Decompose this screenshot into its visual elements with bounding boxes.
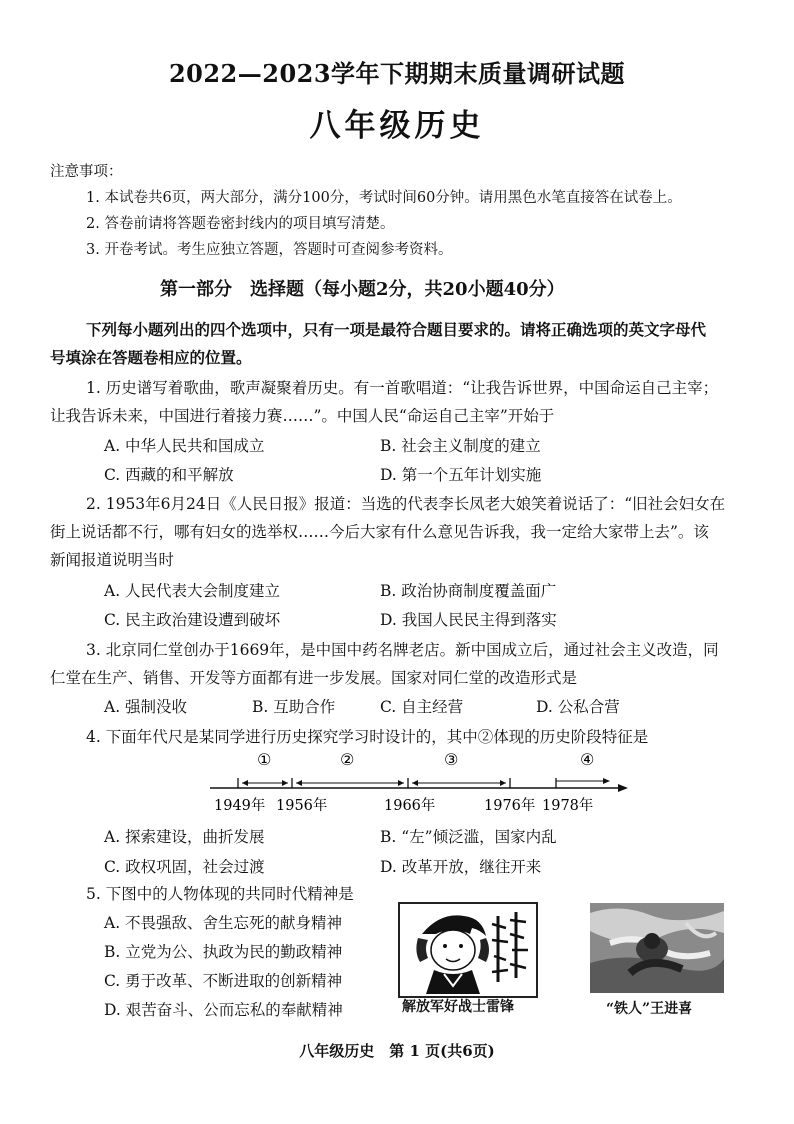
q4-option-c[interactable]: C. 政权巩固，社会过渡 [104, 858, 265, 876]
q1-option-b[interactable]: B. 社会主义制度的建立 [380, 437, 541, 455]
q4-option-b[interactable]: B. “左”倾泛滥，国家内乱 [380, 828, 557, 846]
q4-option-a[interactable]: A. 探索建设，曲折发展 [104, 828, 265, 846]
timeline-year: 1966年 [384, 798, 436, 814]
lei-feng-caption: 解放军好战士雷锋 [402, 999, 514, 1015]
question-2-text: 街上说话都不行，哪有妇女的选举权……今后大家有什么意见告诉我，我一定给大家带上去”。该 [50, 523, 709, 541]
notice-item: 3. 开卷考试。考生应独立答题，答题时可查阅参考资料。 [86, 242, 453, 258]
question-1-text: 让我告诉未来，中国进行着接力赛……”。中国人民“命运自己主宰”开始于 [50, 407, 555, 425]
q2-option-a[interactable]: A. 人民代表大会制度建立 [104, 582, 281, 600]
page-footer: 八年级历史 第 1 页(共6页) [299, 1042, 495, 1060]
timeline-year: 1978年 [542, 798, 594, 814]
lei-feng-portrait-image [398, 902, 538, 998]
section-intro: 号填涂在答题卷相应的位置。 [50, 348, 252, 367]
q3-option-d[interactable]: D. 公私合营 [536, 698, 620, 716]
timeline-axis-arrow [618, 784, 628, 792]
q3-option-c[interactable]: C. 自主经营 [380, 698, 464, 716]
section-title: 第一部分 选择题（每小题2分，共20小题40分） [160, 279, 565, 300]
section-intro: 下列每小题列出的四个选项中，只有一项是最符合题目要求的。请将正确选项的英文字母代 [86, 320, 707, 339]
q3-option-a[interactable]: A. 强制没收 [104, 698, 188, 716]
wang-jinxi-photo-icon [590, 903, 724, 993]
question-5-text: 5. 下图中的人物体现的共同时代精神是 [86, 885, 354, 903]
q1-option-a[interactable]: A. 中华人民共和国成立 [104, 437, 265, 455]
timeline-marker-3: ③ [444, 750, 459, 769]
subject-title: 八年级历史 [309, 108, 485, 144]
q4-option-d[interactable]: D. 改革开放，继往开来 [380, 858, 542, 876]
timeline-year: 1949年 [214, 798, 266, 814]
timeline-marker-1: ① [257, 750, 272, 769]
q3-option-b[interactable]: B. 互助合作 [252, 698, 336, 716]
timeline-marker-2: ② [340, 750, 355, 769]
question-3-text: 仁堂在生产、销售、开发等方面都有进一步发展。国家对同仁堂的改造形式是 [50, 669, 578, 687]
wang-jinxi-photo-image [590, 903, 724, 993]
question-4-text: 4. 下面年代尺是某同学进行历史探究学习时设计的，其中②体现的历史阶段特征是 [86, 728, 649, 746]
q2-option-d[interactable]: D. 我国人民民主得到落实 [380, 611, 557, 629]
q1-option-d[interactable]: D. 第一个五年计划实施 [380, 466, 542, 484]
q5-option-c[interactable]: C. 勇于改革、不断进取的创新精神 [104, 972, 343, 990]
lei-feng-portrait-icon [400, 904, 536, 996]
timeline-marker-4: ④ [580, 750, 595, 769]
notice-item: 2. 答卷前请将答题卷密封线内的项目填写清楚。 [86, 216, 395, 232]
q5-option-d[interactable]: D. 艰苦奋斗、公而忘私的奉献精神 [104, 1001, 343, 1019]
q5-option-b[interactable]: B. 立党为公、执政为民的勤政精神 [104, 943, 343, 961]
wang-jinxi-caption: “铁人”王进喜 [606, 1001, 693, 1017]
question-3-text: 3. 北京同仁堂创办于1669年，是中国中药名牌老店。新中国成立后，通过社会主义改造，同 [86, 641, 719, 659]
timeline-year: 1956年 [276, 798, 328, 814]
q2-option-c[interactable]: C. 民主政治建设遭到破坏 [104, 611, 281, 629]
question-2-text: 新闻报道说明当时 [50, 551, 175, 569]
q2-option-b[interactable]: B. 政治协商制度覆盖面广 [380, 582, 557, 600]
exam-title: 2022—2023学年下期期末质量调研试题 [168, 59, 626, 88]
q5-option-a[interactable]: A. 不畏强敌、舍生忘死的献身精神 [104, 914, 343, 932]
question-2-text: 2. 1953年6月24日《人民日报》报道：当选的代表李长凤老大娘笑着说话了：“旧社会妇女在 [86, 495, 726, 513]
timeline-ruler [200, 748, 630, 818]
question-1-text: 1. 历史谱写着歌曲，歌声凝聚着历史。有一首歌唱道：“让我告诉世界，中国命运自己主宰； [86, 379, 719, 397]
notice-item: 1. 本试卷共6页，两大部分，满分100分，考试时间60分钟。请用黑色水笔直接答在试卷上。 [86, 190, 682, 206]
timeline-year: 1976年 [484, 798, 536, 814]
timeline-svg [200, 748, 630, 818]
q1-option-c[interactable]: C. 西藏的和平解放 [104, 466, 234, 484]
notice-heading: 注意事项： [50, 164, 123, 180]
